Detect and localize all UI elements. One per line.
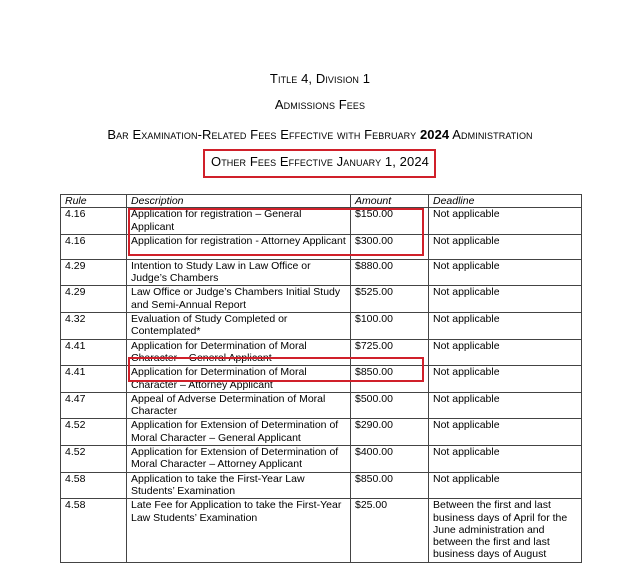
- deadline-cell: Not applicable: [429, 339, 582, 366]
- rule-cell: 4.29: [61, 259, 127, 286]
- deadline-cell: Between the first and last business days of April for the June administration and between the first and last business days of August: [429, 499, 582, 562]
- rule-cell: 4.47: [61, 392, 127, 419]
- description-cell: Law Office or Judge’s Chambers Initial Study and Semi-Annual Report: [127, 286, 351, 313]
- description-cell: Intention to Study Law in Law Office or Judge’s Chambers: [127, 259, 351, 286]
- fees-table: [60, 194, 582, 563]
- amount-cell: $525.00: [351, 286, 429, 313]
- amount-cell: $290.00: [351, 419, 429, 446]
- rule-cell: 4.58: [61, 499, 127, 562]
- rule-cell: 4.52: [61, 446, 127, 473]
- rule-cell: 4.41: [61, 366, 127, 393]
- description-cell: Application for Extension of Determination of Moral Character – General Applicant: [127, 419, 351, 446]
- table-row: [61, 286, 582, 313]
- column-header-deadline: Deadline: [429, 195, 582, 208]
- rule-cell: 4.16: [61, 234, 127, 259]
- table-row: [61, 366, 582, 393]
- amount-cell: $850.00: [351, 472, 429, 499]
- deadline-cell: Not applicable: [429, 392, 582, 419]
- fees-heading-start: Bar Examination-Related Fees Effective with February: [107, 127, 420, 142]
- deadline-cell: Not applicable: [429, 286, 582, 313]
- deadline-cell: Not applicable: [429, 472, 582, 499]
- description-cell: Application for Determination of Moral Character – Attorney Applicant: [127, 366, 351, 393]
- amount-cell: $850.00: [351, 366, 429, 393]
- rule-cell: 4.52: [61, 419, 127, 446]
- deadline-cell: Not applicable: [429, 208, 582, 235]
- column-header-rule: Rule: [61, 195, 127, 208]
- deadline-cell: Not applicable: [429, 446, 582, 473]
- rule-cell: 4.32: [61, 313, 127, 340]
- amount-cell: $880.00: [351, 259, 429, 286]
- amount-cell: $100.00: [351, 313, 429, 340]
- amount-cell: $25.00: [351, 499, 429, 562]
- table-row: [61, 419, 582, 446]
- table-row: [61, 446, 582, 473]
- deadline-cell: Not applicable: [429, 419, 582, 446]
- table-row: [61, 499, 582, 562]
- description-cell: Application for registration - Attorney Applicant: [127, 234, 351, 259]
- column-header-amount: Amount: [351, 195, 429, 208]
- table-row: [61, 208, 582, 235]
- fees-heading-year: 2024: [419, 127, 450, 142]
- rule-cell: 4.41: [61, 339, 127, 366]
- table-row: [61, 313, 582, 340]
- column-header-description: Description: [127, 195, 351, 208]
- deadline-cell: Not applicable: [429, 313, 582, 340]
- fees-heading-end: Administration: [449, 127, 533, 142]
- document-title: Title 4, Division 1: [269, 71, 371, 86]
- rule-cell: 4.29: [61, 286, 127, 313]
- table-row: [61, 259, 582, 286]
- description-cell: Application for Determination of Moral Character – General Applicant: [127, 339, 351, 366]
- amount-cell: $725.00: [351, 339, 429, 366]
- table-row: [61, 339, 582, 366]
- description-cell: Application for registration – General Applicant: [127, 208, 351, 235]
- deadline-cell: Not applicable: [429, 259, 582, 286]
- rule-cell: 4.58: [61, 472, 127, 499]
- table-header-row: [61, 195, 582, 208]
- amount-cell: $400.00: [351, 446, 429, 473]
- table-row: [61, 234, 582, 259]
- description-cell: Appeal of Adverse Determination of Moral Character: [127, 392, 351, 419]
- description-cell: Evaluation of Study Completed or Contemplated*: [127, 313, 351, 340]
- table-row: [61, 392, 582, 419]
- description-cell: Late Fee for Application to take the First-Year Law Students’ Examination: [127, 499, 351, 562]
- table-row: [61, 472, 582, 499]
- rule-cell: 4.16: [61, 208, 127, 235]
- deadline-cell: Not applicable: [429, 366, 582, 393]
- fees-heading: [0, 127, 640, 142]
- description-cell: Application for Extension of Determination of Moral Character – Attorney Applicant: [127, 446, 351, 473]
- amount-cell: $300.00: [351, 234, 429, 259]
- document-subtitle: Admissions Fees: [274, 97, 366, 112]
- description-cell: Application to take the First-Year Law Students’ Examination: [127, 472, 351, 499]
- deadline-cell: Not applicable: [429, 234, 582, 259]
- amount-cell: $150.00: [351, 208, 429, 235]
- amount-cell: $500.00: [351, 392, 429, 419]
- other-fees-heading: Other Fees Effective January 1, 2024: [211, 154, 429, 169]
